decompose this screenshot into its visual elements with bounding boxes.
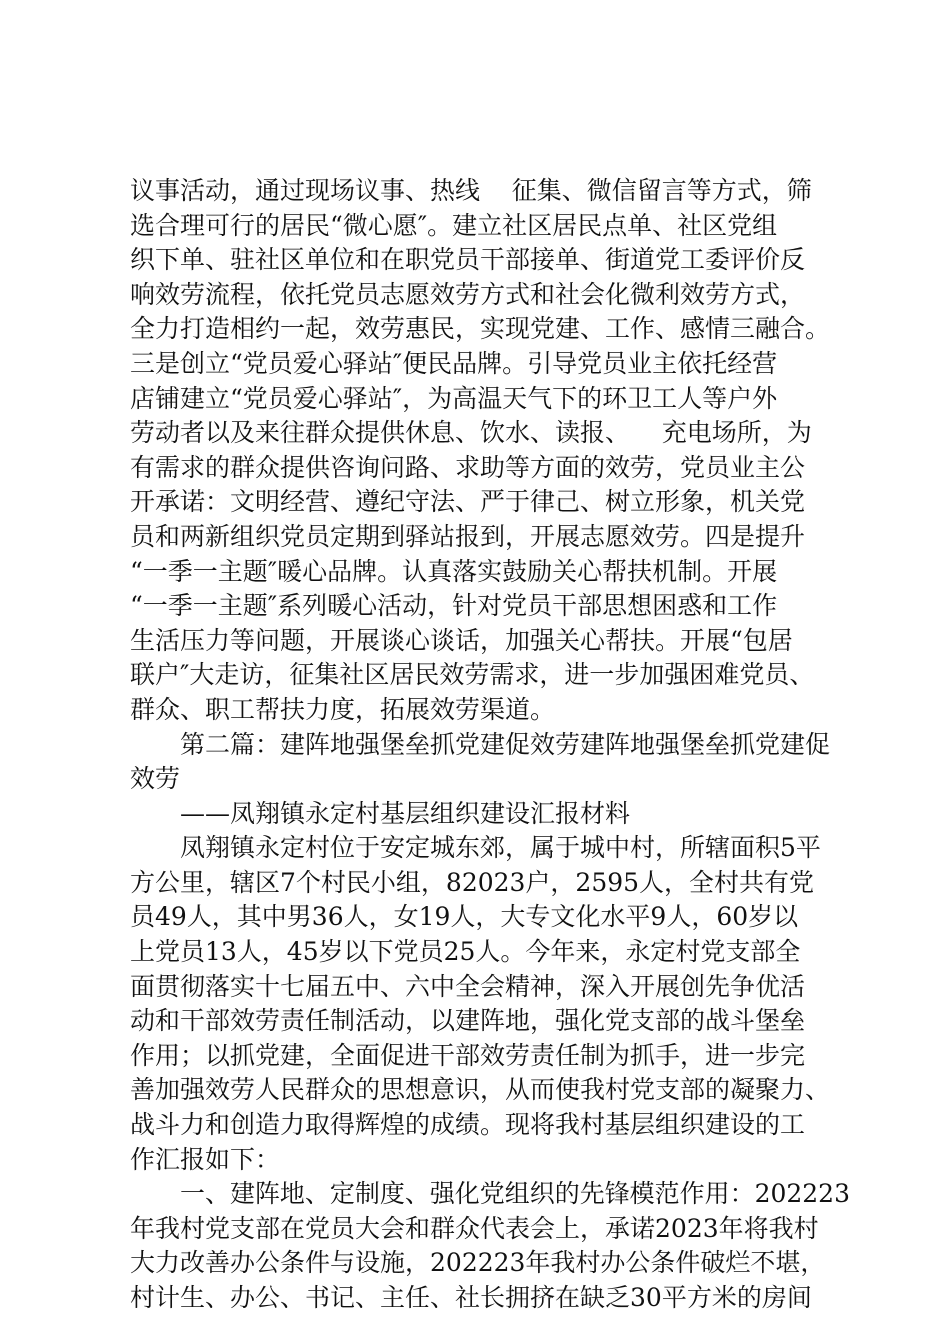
text-line: 第二篇：建阵地强堡垒抓党建促效劳建阵地强堡垒抓党建促	[180, 729, 831, 759]
text-line: 生活压力等问题，开展谈心谈话，加强关心帮扶。开展“包居	[130, 625, 793, 655]
text-line: 大力改善办公条件与设施，202223年我村办公条件破烂不堪，	[130, 1248, 826, 1278]
text-line: 面贯彻落实十七届五中、六中全会精神，深入开展创先争优活	[130, 971, 806, 1001]
text-line: 动和干部效劳责任制活动，以建阵地，强化党支部的战斗堡垒	[130, 1006, 806, 1036]
text-line: 作用；以抓党建，全面促进干部效劳责任制为抓手，进一步完	[130, 1040, 806, 1070]
text-line: 织下单、驻社区单位和在职党员干部接单、街道党工委评价反	[130, 245, 806, 275]
text-line: 有需求的群众提供咨询问路、求助等方面的效劳，党员业主公	[130, 452, 806, 482]
text-line: 开承诺：文明经营、遵纪守法、严于律己、树立形象，机关党	[130, 487, 806, 517]
text-line: 方公里，辖区7个村民小组，82023户，2595人，全村共有党	[130, 867, 815, 897]
text-line: 一、建阵地、定制度、强化党组织的先锋模范作用：202223	[180, 1179, 850, 1209]
text-line: 三是创立“党员爱心驿站″便民品牌。引导党员业主依托经营	[130, 348, 778, 378]
text-line: “一季一主题″系列暖心活动，针对党员干部思想困惑和工作	[130, 591, 778, 621]
text-line: 响效劳流程，依托党员志愿效劳方式和社会化微利效劳方式，	[130, 279, 806, 309]
text-line: 凤翔镇永定村位于安定城东郊，属于城中村，所辖面积5平	[180, 833, 821, 863]
text-line: 年我村党支部在党员大会和群众代表会上，承诺2023年将我村	[130, 1213, 819, 1243]
text-line: 群众、职工帮扶力度，拓展效劳渠道。	[130, 694, 556, 724]
text-line: 联户″大走访，征集社区居民效劳需求，进一步加强困难党员、	[130, 660, 815, 690]
text-line: 选合理可行的居民“微心愿″。建立社区居民点单、社区党组	[130, 210, 778, 240]
text-line: 作汇报如下：	[130, 1144, 281, 1174]
text-line: 村计生、办公、书记、主任、社长拥挤在缺乏30平方米的房间	[130, 1283, 812, 1312]
text-line: ——凤翔镇永定村基层组织建设汇报材料	[180, 798, 631, 828]
text-line: 全力打造相约一起，效劳惠民，实现党建、工作、感情三融合。	[130, 314, 831, 344]
text-line: 员49人，其中男36人，女19人，大专文化水平9人，60岁以	[130, 902, 799, 932]
text-line: 劳动者以及来往群众提供休息、饮水、读报、 充电场所，为	[130, 418, 812, 448]
text-line: 善加强效劳人民群众的思想意识，从而使我村党支部的凝聚力、	[130, 1075, 831, 1105]
text-line: “一季一主题″暖心品牌。认真落实鼓励关心帮扶机制。开展	[130, 556, 778, 586]
text-line: 议事活动，通过现场议事、热线 征集、微信留言等方式，筛	[130, 176, 812, 205]
text-line: 上党员13人，45岁以下党员25人。今年来，永定村党支部全	[130, 937, 801, 967]
text-line: 战斗力和创造力取得辉煌的成绩。现将我村基层组织建设的工	[130, 1110, 806, 1140]
text-line: 员和两新组织党员定期到驿站报到，开展志愿效劳。四是提升	[130, 521, 806, 551]
text-line: 效劳	[130, 764, 181, 794]
text-line: 店铺建立“党员爱心驿站″，为高温天气下的环卫工人等户外	[130, 383, 778, 413]
document-body	[130, 174, 850, 1316]
